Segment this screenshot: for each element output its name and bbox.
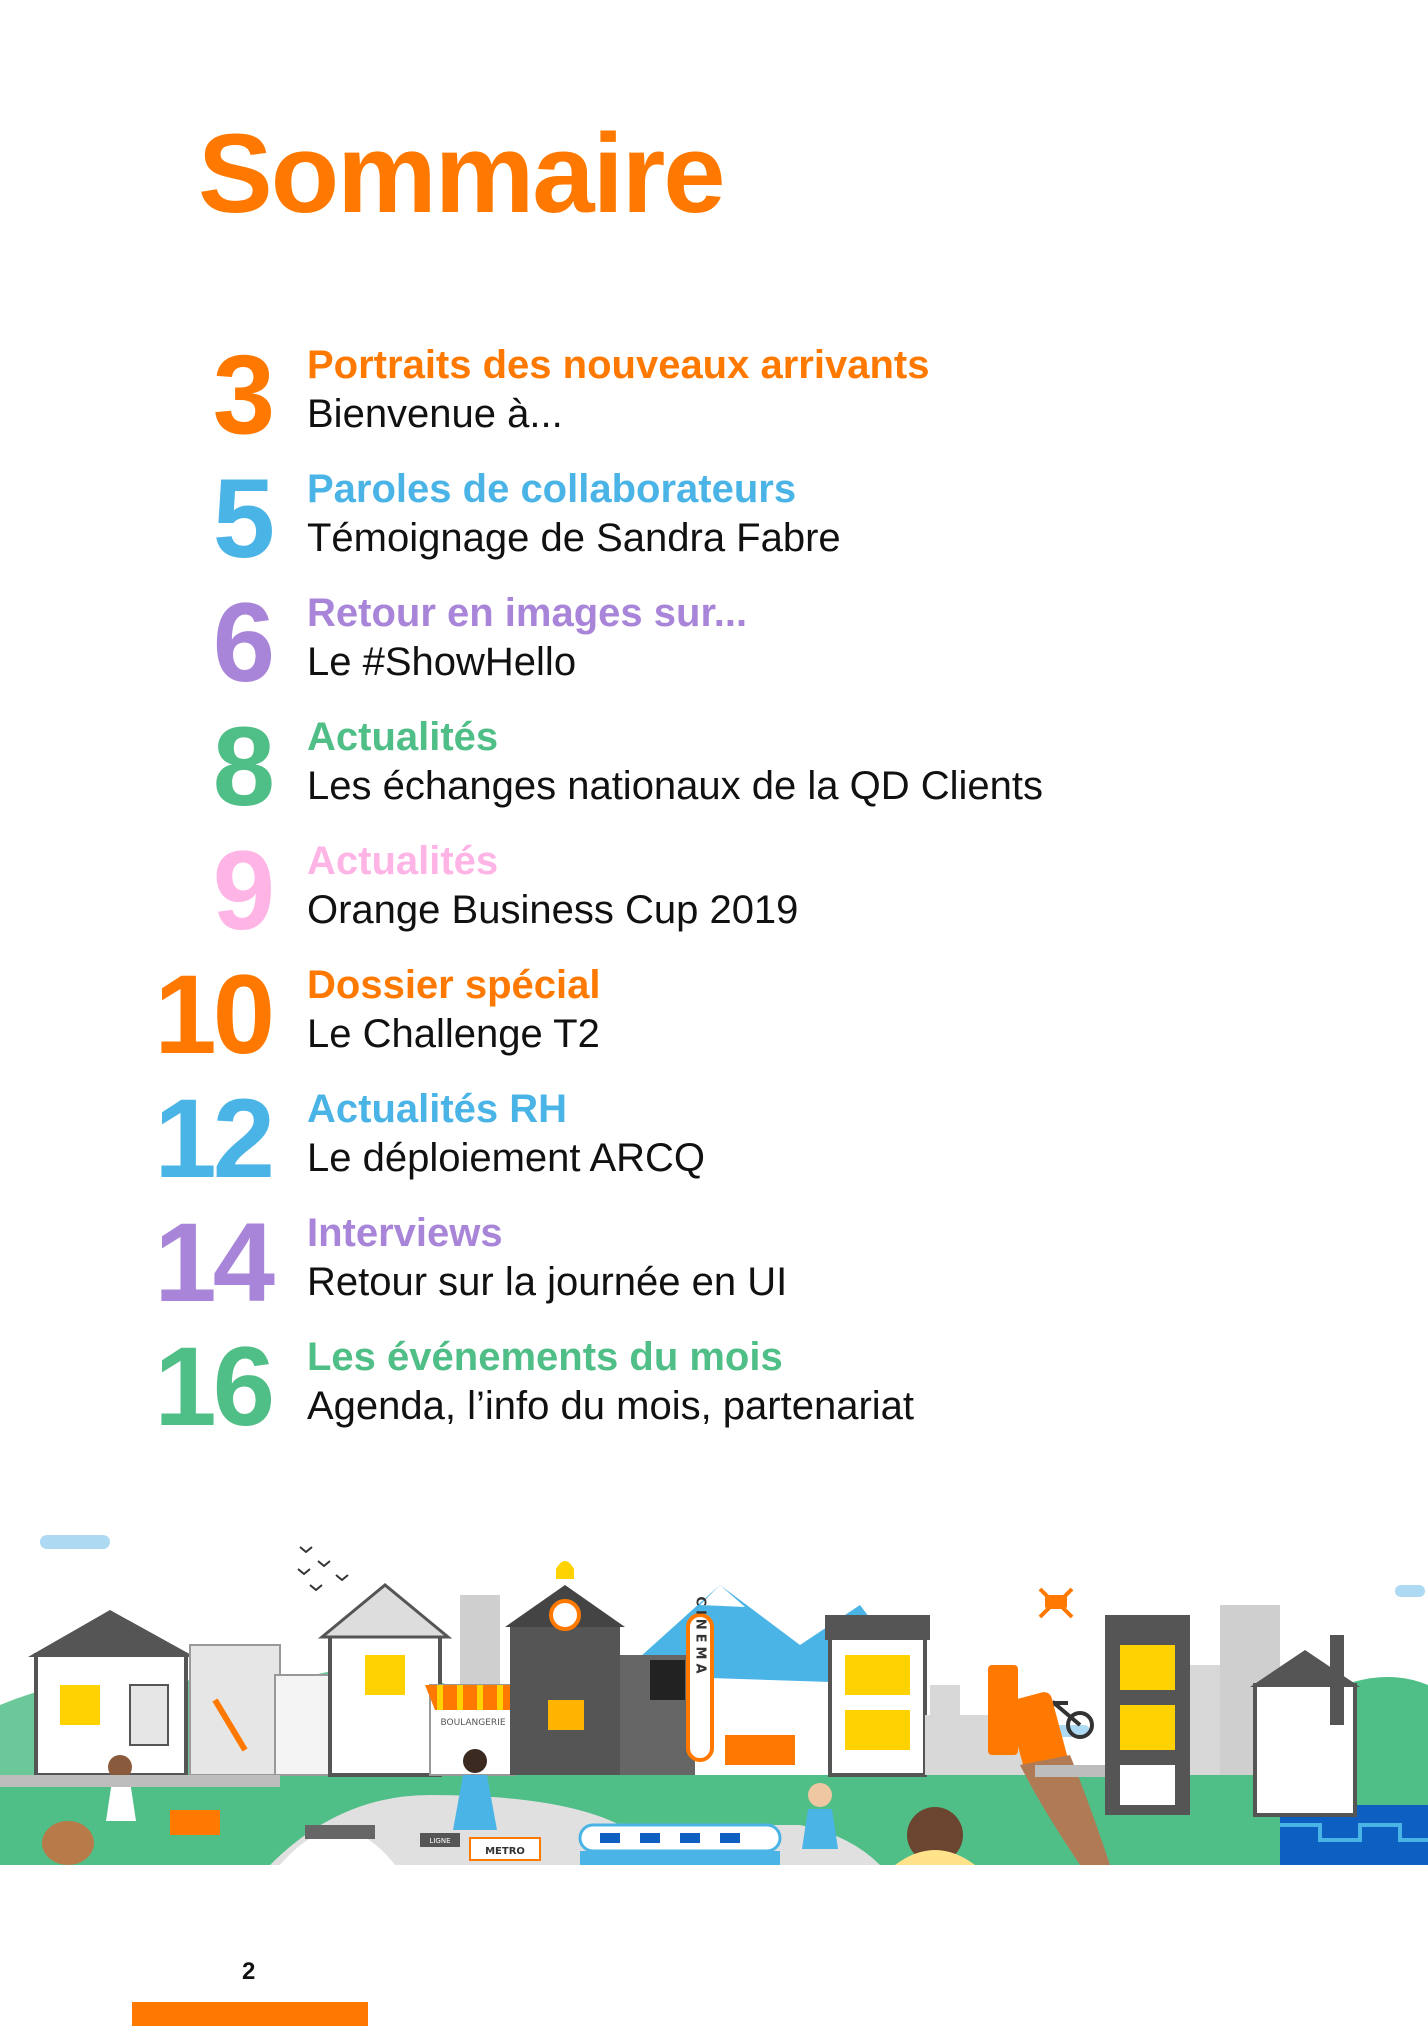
dog-icon (42, 1821, 94, 1865)
toc-page-number: 12 (154, 1076, 271, 1201)
toc-subtitle: Bienvenue à... (307, 392, 563, 436)
toc-item[interactable] (0, 952, 1428, 1079)
toc-heading: Actualités (307, 839, 499, 883)
toc-item[interactable] (0, 332, 1428, 459)
toc-heading: Dossier spécial (307, 963, 601, 1007)
toc-text (307, 465, 841, 563)
toc-text (307, 1085, 705, 1183)
toc-subtitle: Témoignage de Sandra Fabre (307, 516, 841, 560)
toc-text (307, 1209, 787, 1307)
birds-icon (298, 1547, 348, 1590)
toc-text (307, 713, 1043, 811)
toc-heading: Interviews (307, 1211, 503, 1255)
toc-page-number: 8 (212, 704, 271, 829)
toc-text (307, 1333, 914, 1431)
toc-page-number: 6 (212, 580, 271, 705)
toc-item[interactable] (0, 580, 1428, 707)
toc-subtitle: Orange Business Cup 2019 (307, 888, 799, 932)
toc-item[interactable] (0, 456, 1428, 583)
footer-accent-bar (132, 2002, 368, 2026)
page-title: Sommaire (198, 111, 724, 236)
toc-subtitle: Retour sur la journée en UI (307, 1260, 788, 1304)
drone-icon (1040, 1589, 1072, 1617)
toc-text (307, 961, 601, 1059)
toc-text (307, 341, 929, 439)
toc-page-number: 16 (154, 1324, 271, 1449)
svg-text:LIGNE: LIGNE (429, 1837, 451, 1845)
toc-heading: Paroles de collaborateurs (307, 467, 797, 511)
city-illustration (0, 1525, 1428, 1865)
cloud-icon (1395, 1585, 1425, 1597)
page-number: 2 (242, 1958, 256, 1985)
toc-subtitle: Les échanges nationaux de la QD Clients (307, 764, 1044, 808)
toc-subtitle: Le déploiement ARCQ (307, 1136, 706, 1180)
svg-text:BOULANGERIE: BOULANGERIE (440, 1718, 506, 1728)
toc-heading: Les événements du mois (307, 1335, 783, 1379)
toc-item[interactable] (0, 1324, 1428, 1451)
toc-page-number: 10 (154, 952, 271, 1077)
toc-text (307, 589, 747, 687)
toc-item[interactable] (0, 1200, 1428, 1327)
toc-heading: Portraits des nouveaux arrivants (307, 343, 930, 387)
toc-item[interactable] (0, 1076, 1428, 1203)
toc-heading: Actualités RH (307, 1087, 568, 1131)
toc-item[interactable] (0, 828, 1428, 955)
toc-subtitle: Agenda, l’info du mois, partenariat (307, 1384, 915, 1428)
toc-subtitle: Le Challenge T2 (307, 1012, 600, 1056)
toc-heading: Actualités (307, 715, 499, 759)
cloud-icon (40, 1535, 110, 1549)
toc-text (307, 837, 798, 935)
toc-heading: Retour en images sur... (307, 591, 748, 635)
svg-text:CINEMA: CINEMA (692, 1596, 708, 1678)
toc-item[interactable] (0, 704, 1428, 831)
toc-page-number: 9 (212, 828, 271, 953)
toc-subtitle: Le #ShowHello (307, 640, 577, 684)
lawn-mower-icon (170, 1810, 220, 1835)
toc-page-number: 14 (154, 1200, 271, 1325)
bell-icon (556, 1561, 574, 1579)
table-of-contents (0, 332, 1428, 1451)
clock-icon (551, 1601, 579, 1629)
svg-text:METRO: METRO (485, 1846, 525, 1857)
toc-page-number: 3 (212, 332, 271, 457)
toc-page-number: 5 (212, 456, 271, 581)
